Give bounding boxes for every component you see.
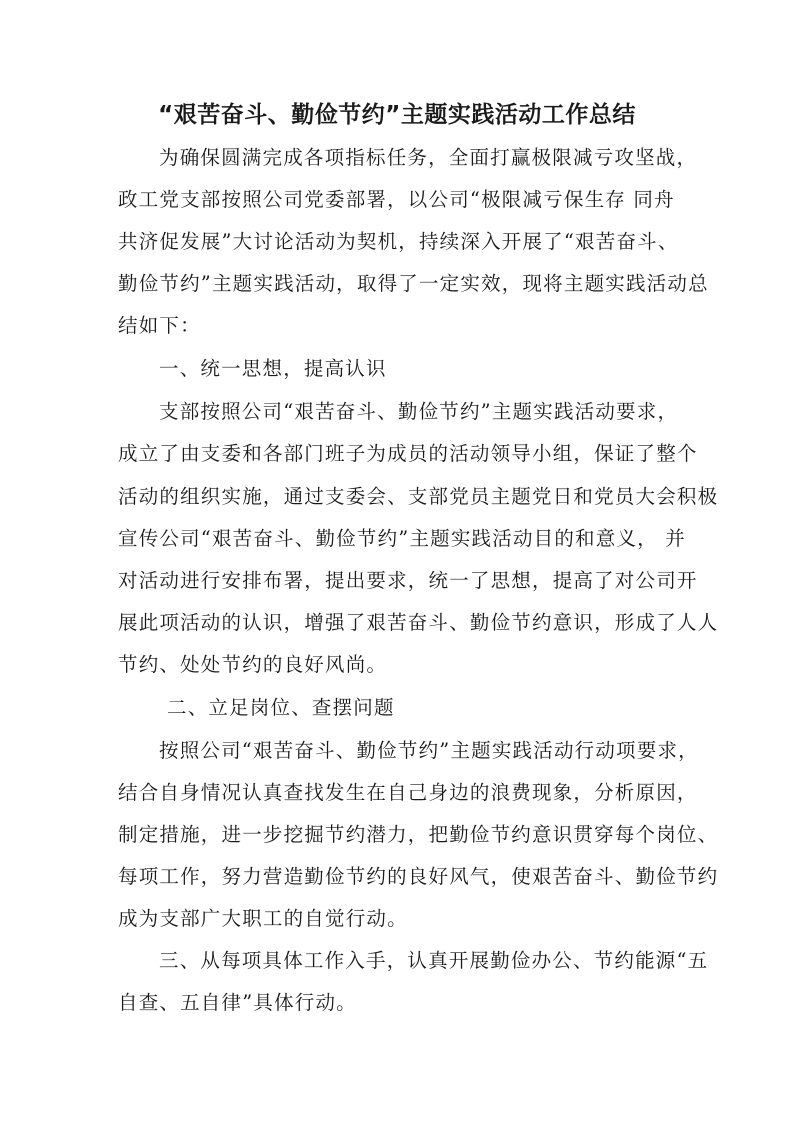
- paragraph-line: 制定措施，进一步挖掘节约潜力，把勤俭节约意识贯穿每个岗位、: [118, 823, 719, 846]
- paragraph-line: 节约、处处节约的良好风尚。: [118, 653, 388, 676]
- paragraph-line: 活动的组织实施，通过支委会、支部党员主题党日和党员大会积极: [118, 485, 719, 508]
- section-heading: 自查、五自律”具体行动。: [118, 991, 357, 1014]
- paragraph-line: 结合自身情况认真查找发生在自己身边的浪费现象，分析原因，: [118, 781, 698, 804]
- section-heading: 二、立足岗位、查摆问题: [167, 696, 395, 719]
- intro-line: 勤俭节约”主题实践活动，取得了一定实效，现将主题实践活动总: [118, 272, 709, 295]
- paragraph-line: 展此项活动的认识，增强了艰苦奋斗、勤俭节约意识，形成了人人: [118, 611, 719, 634]
- document-title: “艰苦奋斗、勤俭节约”主题实践活动工作总结: [158, 102, 636, 128]
- intro-line: 结如下：: [118, 314, 201, 337]
- paragraph-line: 每项工作，努力营造勤俭节约的良好风气，使艰苦奋斗、勤俭节约: [118, 865, 719, 888]
- paragraph-line: 成为支部广大职工的自觉行动。: [118, 907, 408, 930]
- intro-line: 为确保圆满完成各项指标任务，全面打赢极限减亏攻坚战，: [159, 146, 698, 169]
- paragraph-line: 对活动进行安排布署，提出要求，统一了思想，提高了对公司开: [118, 569, 698, 592]
- section-heading: 一、统一思想，提高认识: [159, 357, 387, 380]
- section-heading: 三、从每项具体工作入手，认真开展勤俭办公、节约能源“五: [159, 949, 709, 972]
- paragraph-line: 支部按照公司“艰苦奋斗、勤俭节约”主题实践活动要求，: [159, 400, 679, 423]
- paragraph-line: 宣传公司“艰苦奋斗、勤俭节约”主题实践活动目的和意义， 并: [118, 527, 686, 550]
- intro-line: 共济促发展”大讨论活动为契机，持续深入开展了“艰苦奋斗、: [118, 230, 679, 253]
- paragraph-line: 成立了由支委和各部门班子为成员的活动领导小组，保证了整个: [118, 442, 698, 465]
- intro-line: 政工党支部按照公司党委部署，以公司“极限减亏保生存 同舟: [118, 188, 675, 211]
- paragraph-line: 按照公司“艰苦奋斗、勤俭节约”主题实践活动行动项要求，: [159, 739, 699, 762]
